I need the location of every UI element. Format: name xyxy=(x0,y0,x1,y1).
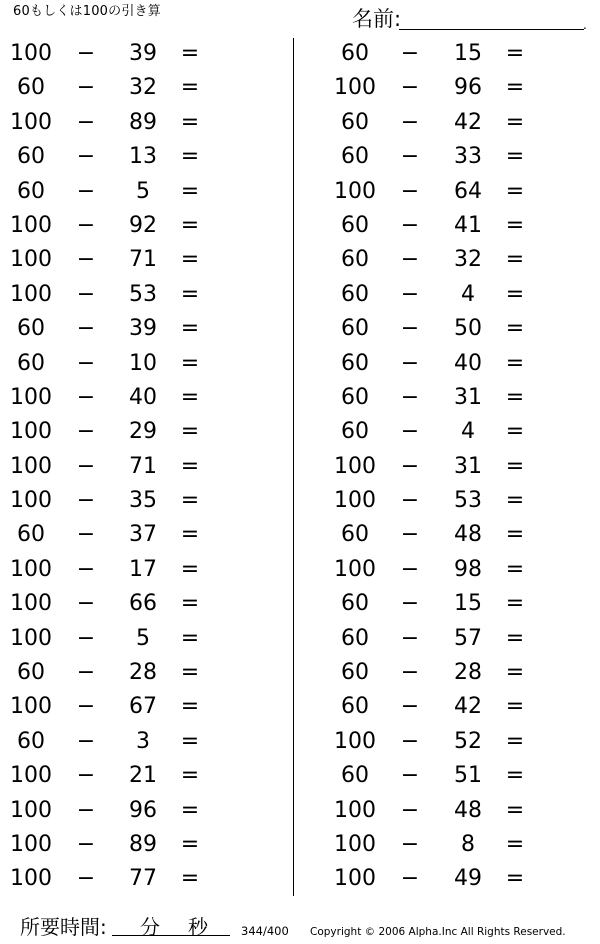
minus-sign: − xyxy=(400,625,420,651)
subtrahend: 64 xyxy=(454,178,482,204)
minuend: 100 xyxy=(10,831,52,857)
name-field[interactable] xyxy=(352,5,592,37)
equals-sign: = xyxy=(180,797,200,823)
subtrahend: 21 xyxy=(129,763,157,789)
equals-sign: = xyxy=(505,556,525,582)
minuend: 100 xyxy=(10,488,52,514)
minus-sign: − xyxy=(76,763,96,789)
equals-sign: = xyxy=(180,728,200,754)
minuend: 60 xyxy=(17,75,45,101)
subtrahend: 39 xyxy=(129,41,157,66)
minus-sign: − xyxy=(400,660,420,686)
subtrahend: 39 xyxy=(129,316,157,342)
subtrahend: 32 xyxy=(454,247,482,273)
minuend: 100 xyxy=(10,109,52,135)
equals-sign: = xyxy=(505,763,525,789)
minus-sign: − xyxy=(400,75,420,101)
minus-sign: − xyxy=(76,75,96,101)
right-problem-row xyxy=(300,106,600,140)
minuend: 60 xyxy=(341,281,369,307)
subtrahend: 77 xyxy=(129,866,157,892)
minuend: 60 xyxy=(17,144,45,170)
subtrahend: 31 xyxy=(454,384,482,410)
subtrahend: 15 xyxy=(454,591,482,617)
minus-sign: − xyxy=(76,488,96,514)
right-problem-row xyxy=(300,175,600,209)
minus-sign: − xyxy=(400,728,420,754)
minuend: 60 xyxy=(341,144,369,170)
left-problem-row xyxy=(0,312,290,346)
equals-sign: = xyxy=(180,591,200,617)
subtrahend: 57 xyxy=(454,625,482,651)
minuend: 60 xyxy=(341,350,369,376)
equals-sign: = xyxy=(180,488,200,514)
minus-sign: − xyxy=(400,384,420,410)
subtrahend: 66 xyxy=(129,591,157,617)
minus-sign: − xyxy=(400,316,420,342)
equals-sign: = xyxy=(180,556,200,582)
left-problem-row xyxy=(0,450,290,484)
minuend: 100 xyxy=(10,866,52,892)
minus-sign: − xyxy=(400,281,420,307)
equals-sign: = xyxy=(505,831,525,857)
subtrahend: 40 xyxy=(129,384,157,410)
subtrahend: 3 xyxy=(136,728,150,754)
minuend: 60 xyxy=(341,212,369,238)
left-problem-row xyxy=(0,759,290,793)
equals-sign: = xyxy=(505,384,525,410)
right-problem-row xyxy=(300,862,600,896)
equals-sign: = xyxy=(505,419,525,445)
minus-sign: − xyxy=(400,797,420,823)
minus-sign: − xyxy=(400,350,420,376)
equals-sign: = xyxy=(505,316,525,342)
equals-sign: = xyxy=(505,281,525,307)
minuend: 60 xyxy=(341,384,369,410)
right-problem-row xyxy=(300,656,600,690)
minuend: 100 xyxy=(10,763,52,789)
minuend: 100 xyxy=(10,247,52,273)
equals-sign: = xyxy=(180,866,200,892)
equals-sign: = xyxy=(505,694,525,720)
subtrahend: 33 xyxy=(454,144,482,170)
left-problem-column xyxy=(0,37,290,897)
minus-sign: − xyxy=(400,488,420,514)
worksheet-title: 60もしくは100の引き算 xyxy=(13,4,161,19)
equals-sign: = xyxy=(180,419,200,445)
subtrahend: 10 xyxy=(129,350,157,376)
equals-sign: = xyxy=(505,625,525,651)
minus-sign: − xyxy=(76,109,96,135)
subtrahend: 49 xyxy=(454,866,482,892)
minuend: 100 xyxy=(10,281,52,307)
equals-sign: = xyxy=(505,247,525,273)
right-problem-row xyxy=(300,828,600,862)
minuend: 100 xyxy=(334,866,376,892)
name-end-dot: . xyxy=(583,18,587,32)
minus-sign: − xyxy=(400,178,420,204)
minuend: 60 xyxy=(341,41,369,66)
left-problem-row xyxy=(0,37,290,71)
minus-sign: − xyxy=(76,178,96,204)
right-problem-row xyxy=(300,140,600,174)
minuend: 100 xyxy=(334,556,376,582)
minuend: 60 xyxy=(341,316,369,342)
subtrahend: 32 xyxy=(129,75,157,101)
equals-sign: = xyxy=(180,763,200,789)
equals-sign: = xyxy=(180,625,200,651)
minuend: 100 xyxy=(10,419,52,445)
subtrahend: 50 xyxy=(454,316,482,342)
left-problem-row xyxy=(0,209,290,243)
subtrahend: 41 xyxy=(454,212,482,238)
minus-sign: − xyxy=(400,866,420,892)
right-problem-row xyxy=(300,450,600,484)
equals-sign: = xyxy=(505,453,525,479)
subtrahend: 51 xyxy=(454,763,482,789)
subtrahend: 89 xyxy=(129,831,157,857)
minuend: 100 xyxy=(10,797,52,823)
subtrahend: 52 xyxy=(454,728,482,754)
left-problem-row xyxy=(0,243,290,277)
equals-sign: = xyxy=(180,144,200,170)
subtrahend: 48 xyxy=(454,797,482,823)
time-blank-line[interactable] xyxy=(112,935,230,936)
right-problem-row xyxy=(300,553,600,587)
subtrahend: 53 xyxy=(454,488,482,514)
minus-sign: − xyxy=(76,694,96,720)
equals-sign: = xyxy=(180,109,200,135)
minuend: 60 xyxy=(17,178,45,204)
minuend: 100 xyxy=(10,41,52,66)
subtrahend: 31 xyxy=(454,453,482,479)
subtrahend: 28 xyxy=(129,660,157,686)
minus-sign: − xyxy=(76,660,96,686)
page-number: 344/400 xyxy=(241,924,289,938)
minus-sign: − xyxy=(76,384,96,410)
minuend: 60 xyxy=(341,522,369,548)
subtrahend: 42 xyxy=(454,109,482,135)
equals-sign: = xyxy=(505,660,525,686)
left-problem-row xyxy=(0,347,290,381)
minuend: 100 xyxy=(10,556,52,582)
subtrahend: 5 xyxy=(136,625,150,651)
subtrahend: 89 xyxy=(129,109,157,135)
equals-sign: = xyxy=(180,316,200,342)
equals-sign: = xyxy=(180,350,200,376)
minus-sign: − xyxy=(400,763,420,789)
left-problem-row xyxy=(0,278,290,312)
minuend: 100 xyxy=(334,831,376,857)
minuend: 60 xyxy=(341,591,369,617)
minus-sign: − xyxy=(76,350,96,376)
right-problem-row xyxy=(300,622,600,656)
subtrahend: 15 xyxy=(454,41,482,66)
left-problem-row xyxy=(0,794,290,828)
equals-sign: = xyxy=(180,75,200,101)
subtrahend: 96 xyxy=(454,75,482,101)
minus-sign: − xyxy=(76,797,96,823)
right-problem-row xyxy=(300,243,600,277)
copyright-notice: Copyright © 2006 Alpha.Inc All Rights Reserved. xyxy=(310,926,566,938)
right-problem-row xyxy=(300,347,600,381)
minus-sign: − xyxy=(76,453,96,479)
subtrahend: 13 xyxy=(129,144,157,170)
subtrahend: 8 xyxy=(461,831,475,857)
equals-sign: = xyxy=(505,75,525,101)
left-problem-row xyxy=(0,106,290,140)
subtrahend: 29 xyxy=(129,419,157,445)
minus-sign: − xyxy=(76,625,96,651)
minus-sign: − xyxy=(400,831,420,857)
equals-sign: = xyxy=(505,591,525,617)
left-problem-row xyxy=(0,140,290,174)
right-problem-row xyxy=(300,725,600,759)
left-problem-row xyxy=(0,690,290,724)
equals-sign: = xyxy=(505,522,525,548)
subtrahend: 17 xyxy=(129,556,157,582)
left-problem-row xyxy=(0,862,290,896)
subtrahend: 71 xyxy=(129,247,157,273)
equals-sign: = xyxy=(505,350,525,376)
minus-sign: − xyxy=(76,728,96,754)
minus-sign: − xyxy=(76,831,96,857)
subtrahend: 4 xyxy=(461,281,475,307)
minuend: 60 xyxy=(17,660,45,686)
subtrahend: 98 xyxy=(454,556,482,582)
minus-sign: − xyxy=(400,694,420,720)
equals-sign: = xyxy=(505,488,525,514)
left-problem-row xyxy=(0,553,290,587)
minus-sign: − xyxy=(400,522,420,548)
minuend: 100 xyxy=(334,75,376,101)
minus-sign: − xyxy=(400,419,420,445)
equals-sign: = xyxy=(180,694,200,720)
minus-sign: − xyxy=(76,41,96,66)
minus-sign: − xyxy=(76,556,96,582)
minus-sign: − xyxy=(400,556,420,582)
left-problem-row xyxy=(0,415,290,449)
right-problem-row xyxy=(300,312,600,346)
equals-sign: = xyxy=(505,41,525,66)
left-problem-row xyxy=(0,587,290,621)
minuend: 60 xyxy=(341,419,369,445)
minuend: 60 xyxy=(341,660,369,686)
right-problem-row xyxy=(300,71,600,105)
subtrahend: 28 xyxy=(454,660,482,686)
minus-sign: − xyxy=(76,866,96,892)
equals-sign: = xyxy=(505,797,525,823)
subtrahend: 42 xyxy=(454,694,482,720)
minuend: 60 xyxy=(341,247,369,273)
minuend: 100 xyxy=(10,591,52,617)
left-problem-row xyxy=(0,381,290,415)
subtrahend: 67 xyxy=(129,694,157,720)
equals-sign: = xyxy=(180,831,200,857)
time-taken-field[interactable] xyxy=(20,913,220,943)
equals-sign: = xyxy=(180,212,200,238)
equals-sign: = xyxy=(180,178,200,204)
time-taken-label: 所要時間: xyxy=(20,915,107,939)
right-problem-column xyxy=(300,37,600,897)
minuend: 60 xyxy=(17,316,45,342)
minuend: 100 xyxy=(10,212,52,238)
equals-sign: = xyxy=(505,178,525,204)
minuend: 60 xyxy=(341,625,369,651)
right-problem-row xyxy=(300,484,600,518)
right-problem-row xyxy=(300,587,600,621)
minuend: 100 xyxy=(10,694,52,720)
minus-sign: − xyxy=(76,144,96,170)
equals-sign: = xyxy=(505,144,525,170)
equals-sign: = xyxy=(180,522,200,548)
minus-sign: − xyxy=(76,281,96,307)
minus-sign: − xyxy=(76,591,96,617)
left-problem-row xyxy=(0,622,290,656)
seconds-unit: 秒 xyxy=(188,915,208,939)
minutes-unit: 分 xyxy=(140,915,160,939)
minus-sign: − xyxy=(400,109,420,135)
equals-sign: = xyxy=(505,212,525,238)
equals-sign: = xyxy=(180,384,200,410)
minuend: 100 xyxy=(334,797,376,823)
minus-sign: − xyxy=(400,212,420,238)
minus-sign: − xyxy=(76,212,96,238)
minuend: 100 xyxy=(334,453,376,479)
minus-sign: − xyxy=(400,591,420,617)
right-problem-row xyxy=(300,794,600,828)
minus-sign: − xyxy=(76,316,96,342)
right-problem-row xyxy=(300,209,600,243)
right-problem-row xyxy=(300,278,600,312)
minuend: 60 xyxy=(341,763,369,789)
left-problem-row xyxy=(0,484,290,518)
column-divider xyxy=(293,38,294,896)
left-problem-row xyxy=(0,656,290,690)
left-problem-row xyxy=(0,175,290,209)
minuend: 100 xyxy=(10,625,52,651)
minus-sign: − xyxy=(400,41,420,66)
minuend: 60 xyxy=(17,728,45,754)
minuend: 100 xyxy=(334,178,376,204)
minuend: 60 xyxy=(341,109,369,135)
minus-sign: − xyxy=(76,419,96,445)
minus-sign: − xyxy=(400,453,420,479)
minus-sign: − xyxy=(76,522,96,548)
subtrahend: 35 xyxy=(129,488,157,514)
equals-sign: = xyxy=(505,866,525,892)
right-problem-row xyxy=(300,518,600,552)
left-problem-row xyxy=(0,725,290,759)
equals-sign: = xyxy=(180,41,200,66)
minus-sign: − xyxy=(400,144,420,170)
left-problem-row xyxy=(0,518,290,552)
left-problem-row xyxy=(0,828,290,862)
minuend: 100 xyxy=(334,488,376,514)
minuend: 60 xyxy=(17,350,45,376)
equals-sign: = xyxy=(180,453,200,479)
equals-sign: = xyxy=(505,728,525,754)
right-problem-row xyxy=(300,690,600,724)
right-problem-row xyxy=(300,381,600,415)
subtrahend: 5 xyxy=(136,178,150,204)
subtrahend: 96 xyxy=(129,797,157,823)
name-blank-line[interactable] xyxy=(399,29,584,30)
right-problem-row xyxy=(300,759,600,793)
subtrahend: 48 xyxy=(454,522,482,548)
minuend: 100 xyxy=(10,384,52,410)
subtrahend: 53 xyxy=(129,281,157,307)
subtrahend: 92 xyxy=(129,212,157,238)
subtrahend: 40 xyxy=(454,350,482,376)
minuend: 60 xyxy=(17,522,45,548)
right-problem-row xyxy=(300,415,600,449)
equals-sign: = xyxy=(180,660,200,686)
name-label: 名前: xyxy=(352,7,402,31)
minuend: 100 xyxy=(10,453,52,479)
equals-sign: = xyxy=(180,281,200,307)
subtrahend: 37 xyxy=(129,522,157,548)
equals-sign: = xyxy=(505,109,525,135)
equals-sign: = xyxy=(180,247,200,273)
minuend: 100 xyxy=(334,728,376,754)
minuend: 60 xyxy=(341,694,369,720)
minus-sign: − xyxy=(76,247,96,273)
subtrahend: 4 xyxy=(461,419,475,445)
left-problem-row xyxy=(0,71,290,105)
subtrahend: 71 xyxy=(129,453,157,479)
right-problem-row xyxy=(300,37,600,71)
minus-sign: − xyxy=(400,247,420,273)
